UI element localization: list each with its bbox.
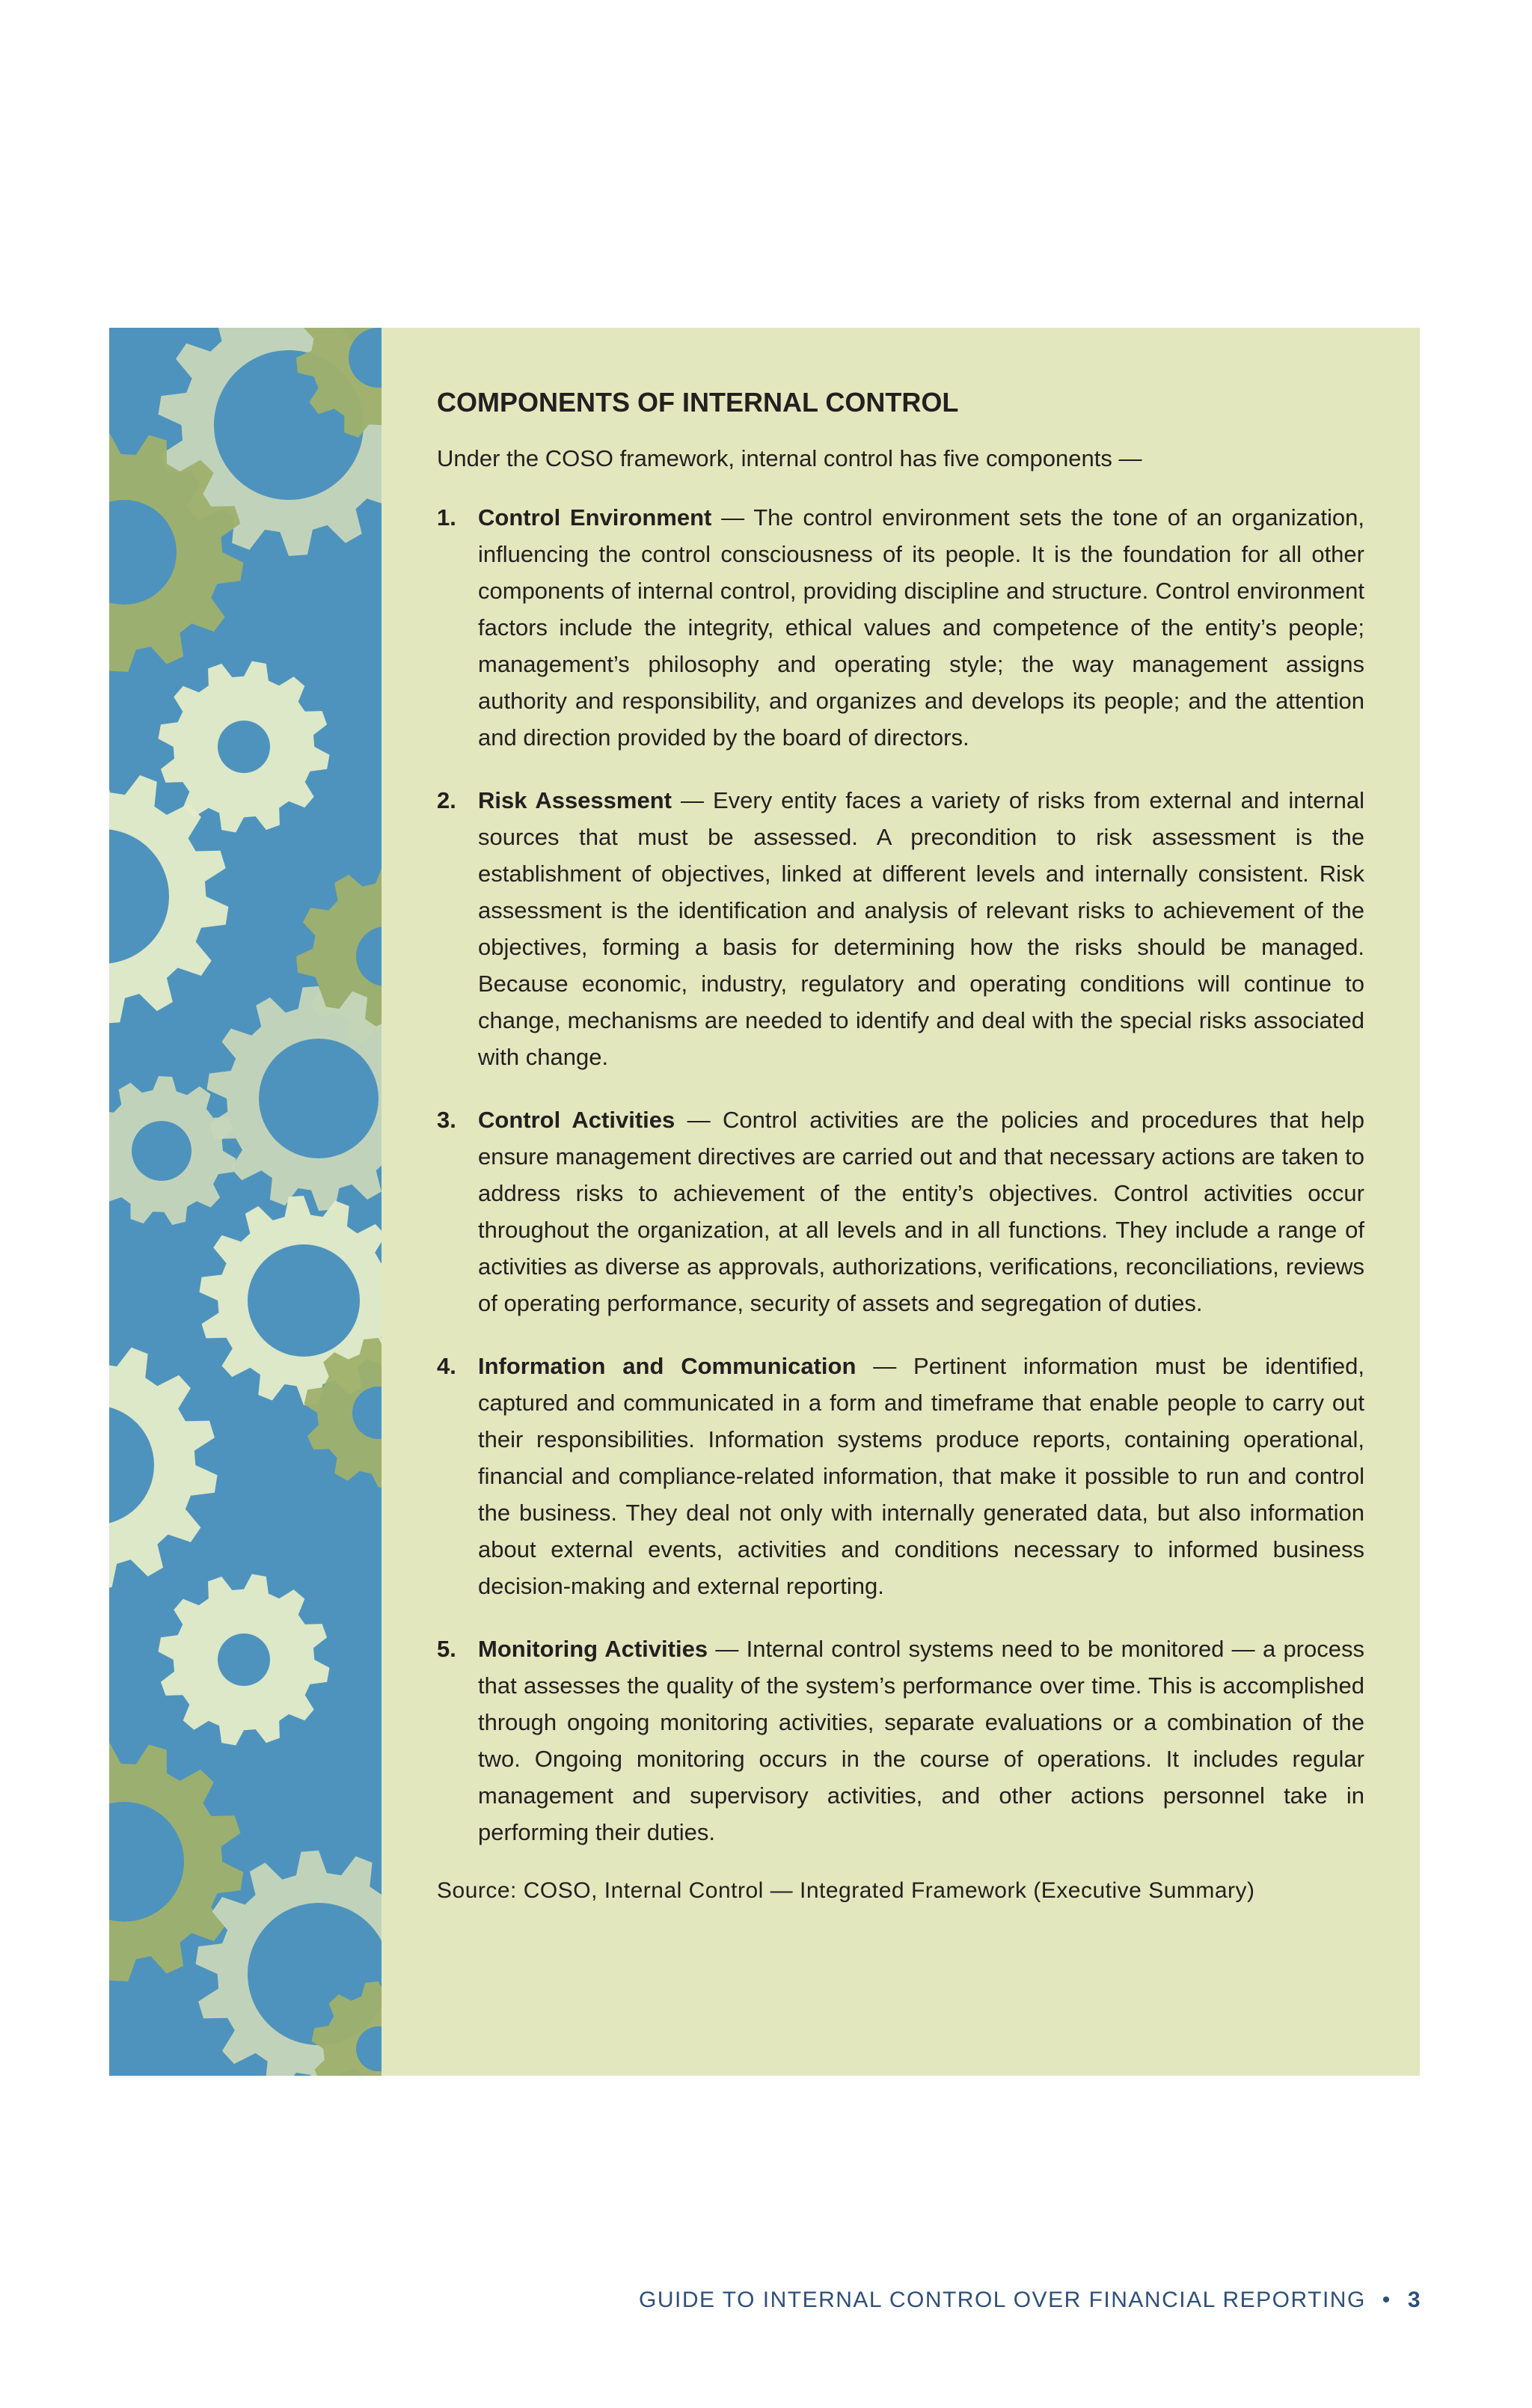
component-number: 5. [437, 1636, 456, 1662]
component-number: 2. [437, 787, 456, 813]
gear-hole [218, 1634, 270, 1686]
component-text: — Pertinent information must be identified, captured and communicated in a form and timeframe that enable people to carry out their responsibilities. Information systems produce reports, containing operational, financial and compliance-related information, that make it possible to run and control the business. They deal not only with internally generated data, but also information about external events, activities and conditions necessary to informed business decision-making and external reporting. [478, 1353, 1364, 1599]
component-number: 4. [437, 1353, 456, 1379]
component-text: — The control environment sets the tone of an organization, influencing the control consciousness of its people. It is the foundation for all other components of internal control, providing discipline and structure. Control environment factors include the integrity, ethical values and competence of the entity’s people; management’s philosophy and operating style; the way management assigns authority and responsibility, and organizes and develops its people; and the attention and direction provided by the board of directors. [478, 504, 1365, 751]
component-text: — Control activities are the policies and procedures that help ensure management directives are carried out and that necessary actions are taken to address risks to achievement of the entity’s objectives. Control activities occur throughout the organization, at all levels and in all functions. They include a range of activities as diverse as approvals, authorizations, verifications, reconciliations, reviews of operating performance, security of assets and segregation of duties. [478, 1107, 1364, 1316]
gear-hole [218, 721, 270, 773]
component-information-communication [437, 1348, 1364, 1604]
footer-bullet: • [1382, 2288, 1391, 2312]
gears-illustration [109, 328, 382, 2076]
components-panel [109, 328, 1420, 2076]
component-term: Monitoring Activities [478, 1636, 708, 1662]
page-footer [639, 2285, 1421, 2315]
gear-hole [259, 1039, 379, 1158]
component-number: 1. [437, 504, 456, 531]
panel-intro: Under the COSO framework, internal control has five components — [437, 445, 1142, 471]
gear-hole [248, 1244, 360, 1357]
component-text: — Internal control systems need to be monitored — a process that assesses the quality of the system’s performance over time. This is accomplished through ongoing monitoring activities, separate evaluations or a combination of the two. Ongoing monitoring occurs in the course of operations. It includes regular management and supervisory activities, and other actions personnel take in performing their duties. [478, 1636, 1364, 1845]
component-control-activities [437, 1101, 1364, 1321]
component-term: Control Activities [478, 1107, 675, 1133]
component-risk-assessment [437, 782, 1364, 1075]
component-term: Control Environment [478, 504, 712, 531]
component-control-environment [437, 499, 1364, 756]
gear-hole [132, 1121, 192, 1181]
page-number: 3 [1407, 2288, 1421, 2312]
panel-content [437, 385, 1364, 1908]
components-list [437, 499, 1364, 1851]
footer-title: GUIDE TO INTERNAL CONTROL OVER FINANCIAL REPORTING [638, 2288, 1366, 2312]
component-number: 3. [437, 1107, 456, 1133]
panel-heading: COMPONENTS OF INTERNAL CONTROL [437, 387, 959, 418]
source-citation: Source: COSO, Internal Control — Integrated Framework (Executive Summary) [437, 1878, 1255, 1903]
component-monitoring-activities [437, 1631, 1364, 1851]
component-term: Information and Communication [478, 1353, 857, 1379]
component-text: — Every entity faces a variety of risks from external and internal sources that must be assessed. A precondition to risk assessment is the establishment of objectives, linked at different levels and internally consistent. Risk assessment is the identification and analysis of relevant risks to achievement of the objectives, forming a basis for determining how the risks should be managed. Because economic, industry, regulatory and operating conditions will continue to change, mechanisms are needed to identify and deal with the special risks associated with change. [478, 787, 1365, 1070]
component-term: Risk Assessment [478, 787, 672, 813]
